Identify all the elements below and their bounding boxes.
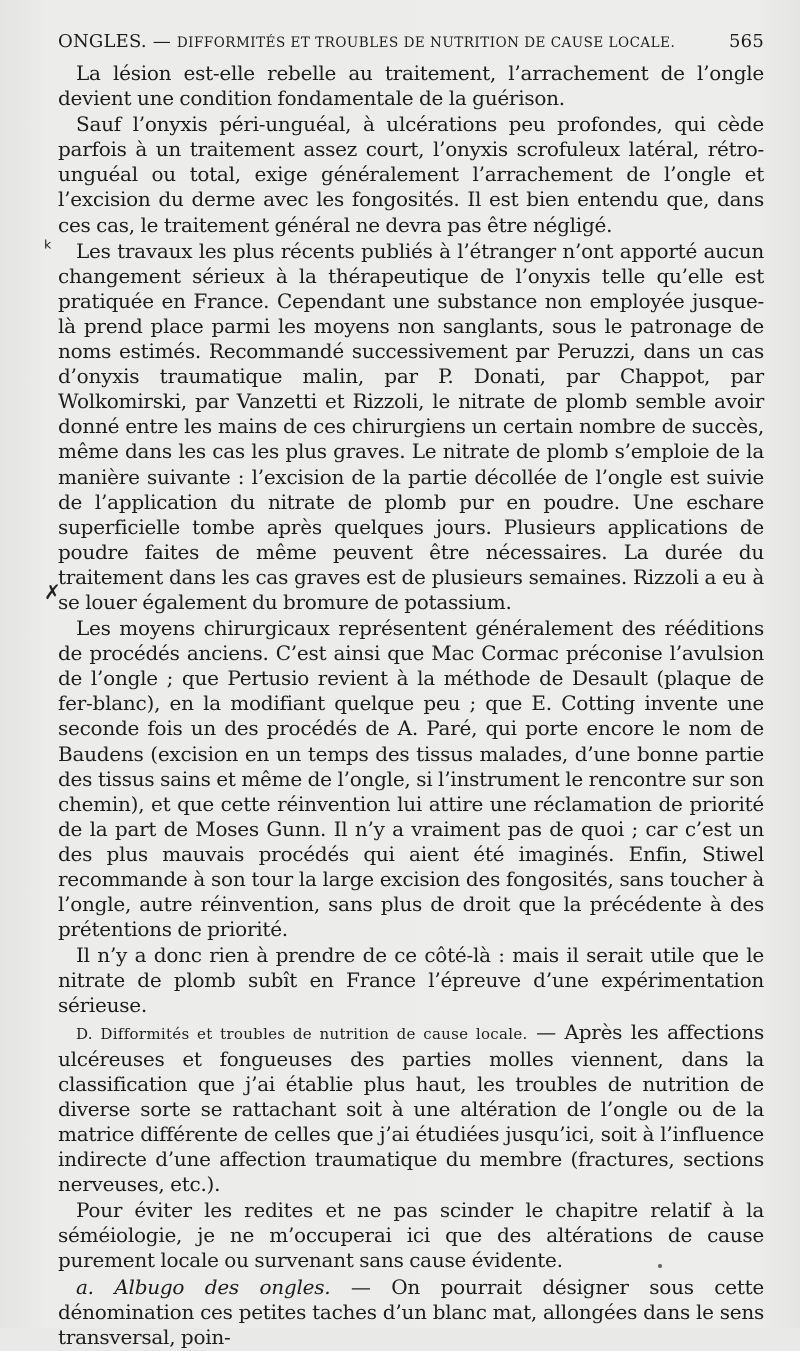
body-text	[58, 61, 764, 1351]
page-number: 565	[729, 31, 764, 52]
running-header	[58, 30, 764, 55]
paragraph-section-d	[58, 1020, 764, 1198]
header-dash: —	[152, 31, 171, 52]
header-section-title: DIFFORMITÉS ET TROUBLES DE NUTRITION DE CAUSE LOCALE.	[176, 35, 676, 51]
paragraph-redites: Pour éviter les redites et ne pas scinder le chapitre relatif à la séméiologie, je ne m’occuperai ici que des altérations de cause purement locale ou survenant sans cause évidente.	[58, 1198, 764, 1273]
paragraph-lesion: La lésion est-elle rebelle au traitement, l’arrachement de l’ongle devient une condition fondamentale de la guérison.	[58, 61, 764, 111]
header-chapter: ONGLES.	[58, 31, 147, 52]
paragraph-moyens-chirurgicaux: Les moyens chirurgicaux représentent généralement des rééditions de procédés anciens. C’est ainsi que Mac Cormac préconise l’avulsion de l’ongle ; que Pertusio revient à la méthode de Desault (plaque de fer-blanc), en la modifiant quelque peu ; que E. Cotting invente une seconde fois un des procédés de A. Paré, qui porte encore le nom de Baudens (excision en un temps des tissus malades, d’une bonne partie des tissus sains et même de l’ongle, si l’instrument le rencontre sur son chemin), et que cette réinvention lui attire une réclamation de priorité de la part de Moses Gunn. Il n’y a vraiment pas de quoi ; car c’est un des plus mauvais procédés qui aient été imaginés. Enfin, Stiwel recommande à son tour la large excision des fongosités, sans toucher à l’ongle, autre réinvention, sans plus de droit que la précédente à des prétentions de priorité.	[58, 616, 764, 942]
margin-annotation-cross: ✗	[44, 580, 61, 604]
margin-annotation-check: ᵏ	[44, 236, 53, 260]
section-d-heading: D. Difformités et troubles de nutrition de cause locale.	[76, 1024, 528, 1043]
paragraph-onyxis: Sauf l’onyxis péri-unguéal, à ulcérations peu profondes, qui cède parfois à un traitement assez court, l’onyxis scrofuleux latéral, rétro-unguéal ou total, exige généralement l’arrachement de l’ongle et l’excision du derme avec les fongosités. Il est bien entendu que, dans ces cas, le traitement général ne devra pas être négligé.	[58, 112, 764, 237]
paragraph-conclusion: Il n’y a donc rien à prendre de ce côté-là : mais il serait utile que le nitrate de plomb subît en France l’épreuve d’une expérimentation sérieuse.	[58, 943, 764, 1018]
albugo-text: — On pourrait désigner sous cette dénomination ces petites taches d’un blanc mat, allongées dans le sens transversal, poin-	[58, 1274, 765, 1349]
paragraph-albugo	[58, 1275, 764, 1350]
albugo-heading: a. Albugo des ongles.	[76, 1274, 331, 1299]
paragraph-travaux: Les travaux les plus récents publiés à l’étranger n’ont apporté aucun changement sérieux à la thérapeutique de l’onyxis telle qu’elle est pratiquée en France. Cependant une substance non employée jusque-là prend place parmi les moyens non sanglants, sous le patronage de noms estimés. Recommandé successivement par Peruzzi, dans un cas d’onyxis traumatique malin, par P. Donati, par Chappot, par Wolkomirski, par Vanzetti et Rizzoli, le nitrate de plomb semble avoir donné entre les mains de ces chirurgiens un certain nombre de succès, même dans les cas les plus graves. Le nitrate de plomb s’emploie de la manière suivante : l’excision de la partie décollée de l’ongle est suivie de l’application du nitrate de plomb pur en poudre. Une eschare superficielle tombe après quelques jours. Plusieurs applications de poudre faites de même peuvent être nécessaires. La durée du traitement dans les cas graves est de plusieurs semaines. Rizzoli a eu à se louer également du bromure de potassium.	[58, 238, 764, 614]
section-d-text: — Après les affections ulcéreuses et fongueuses des parties molles viennent, dans la classification que j’ai établie plus haut, les troubles de nutrition de diverse sorte se rattachant soit à une altération de l’ongle ou de la matrice différente de celles que j’ai étudiées jusqu’ici, soit à l’influence indirecte d’une affection traumatique du membre (fractures, sections nerveuses, etc.).	[58, 1019, 764, 1197]
